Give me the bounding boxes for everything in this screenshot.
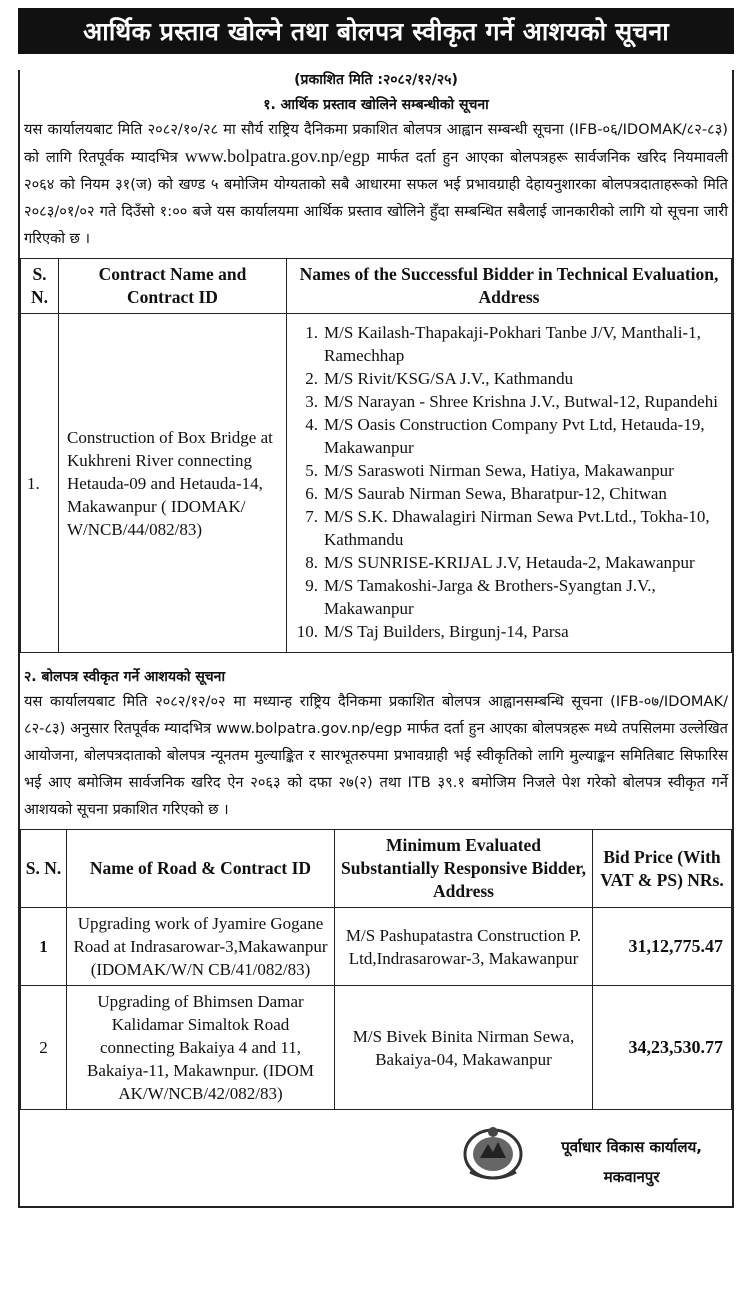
contract-name: Construction of Box Bridge at Kukhreni River connecting Hetauda-09 and Hetauda-14, Makawanpur ( IDOMAK/ W/NCB/44/082/83) — [59, 314, 287, 653]
section1-title: १. आर्थिक प्रस्ताव खोलिने सम्बन्धीको सूचना — [263, 97, 489, 113]
bidder-name: M/S SUNRISE-KRIJAL J.V, Hetauda-2, Makawanpur — [324, 553, 695, 572]
section2-paragraph: यस कार्यालयबाट मिति २०८२/१२/०२ मा मध्यान्ह राष्ट्रिय दैनिकमा प्रकाशित बोलपत्र आह्वानसम्बन्धि सूचना (IFB-०७/IDOMAK/८२-८३) अनुसार रितपूर्वक म्यादभित्र www.bolpatra.gov.np/egp मार्फत दर्ता हुन आएका बोलपत्रहरू मध्ये तपसिलमा उल्लेखित आयोजना, बोलपत्रदाताको बोलपत्र न्यूनतम मुल्याङ्कित र सारभूतरुपमा प्रभावग्राही भई स्वीकृतिको लागि मुल्याङ्कन समितिबाट सिफारिस भई आए बमोजिम सार्वजनिक खरिद ऐन २०६३ को दफा २७(२) तथा ITB ३९.१ बमोजिम निजले पेश गरेको बोलपत्र स्वीकृत गर्ने आशयको सूचना प्रकाशित गरिएको छ । — [24, 693, 728, 818]
bidder-name: M/S Rivit/KSG/SA J.V., Kathmandu — [324, 369, 574, 388]
bidder-name: M/S S.K. Dhawalagiri Nirman Sewa Pvt.Ltd., Tokha-10, Kathmandu — [324, 507, 710, 549]
section1-paragraph — [20, 116, 732, 252]
office-location: मकवानपुर — [603, 1168, 660, 1186]
bidder-number: 5. — [305, 461, 318, 480]
bidder-number: 8. — [305, 553, 318, 572]
bidder-name: M/S Pashupatastra Construction P. Ltd,Indrasarowar-3, Makawanpur — [335, 908, 593, 986]
road-name: Upgrading of Bhimsen Damar Kalidamar Simaltok Road connecting Bakaiya 4 and 11, Bakaiya-11, Makawnpur. (IDOM AK/W/NCB/42/082/83) — [67, 986, 335, 1110]
notice-footer — [20, 1110, 732, 1202]
bidder-name: M/S Tamakoshi-Jarga & Brothers-Syangtan J.V., Makawanpur — [324, 576, 656, 618]
bidder-name: M/S Kailash-Thapakaji-Pokhari Tanbe J/V, Manthali-1, Ramechhap — [324, 323, 701, 365]
table-header-row — [21, 830, 732, 908]
office-name: पूर्वाधार विकास कार्यालय, — [561, 1138, 702, 1156]
notice-frame — [18, 70, 734, 1208]
intent-award-table — [20, 829, 732, 1110]
section1-text-a: यस कार्यालयबाट मिति २०८२/१०/२८ मा सौर्य राष्ट्रिय दैनिकमा प्रकाशित बोलपत्र आह्वान सम्बन्धी सूचना (IFB-०६/IDOMAK/८२-८३) को लागि रितपूर्वक म्यादभित्र — [24, 121, 728, 166]
bidder-name: M/S Bivek Binita Nirman Sewa, Bakaiya-04, Makawanpur — [335, 986, 593, 1110]
list-item — [294, 413, 726, 459]
bidder-list-cell — [287, 314, 732, 653]
col-header-sn: S. N. — [21, 259, 59, 314]
bidder-number: 7. — [305, 507, 318, 526]
col-header-sn: S. N. — [21, 830, 67, 908]
col-header-road: Name of Road & Contract ID — [67, 830, 335, 908]
list-item — [294, 620, 726, 643]
bidder-number: 3. — [305, 392, 318, 411]
table-header-row — [21, 259, 732, 314]
list-item — [294, 321, 726, 367]
notice-title-band — [18, 8, 734, 54]
bidder-number: 9. — [305, 576, 318, 595]
bidder-number: 6. — [305, 484, 318, 503]
nepal-government-emblem-icon — [460, 1122, 526, 1182]
notice-title: आर्थिक प्रस्ताव खोल्ने तथा बोलपत्र स्वीकृत गर्ने आशयको सूचना — [83, 17, 669, 46]
list-item — [294, 367, 726, 390]
bidder-name: M/S Saraswoti Nirman Sewa, Hatiya, Makawanpur — [324, 461, 674, 480]
list-item — [294, 459, 726, 482]
col-header-bidder: Minimum Evaluated Substantially Responsive Bidder, Address — [335, 830, 593, 908]
list-item — [294, 574, 726, 620]
bidder-name: M/S Narayan - Shree Krishna J.V., Butwal-12, Rupandehi — [324, 392, 718, 411]
bidder-number: 10. — [296, 622, 318, 641]
list-item — [294, 551, 726, 574]
bidder-number: 2. — [305, 369, 318, 388]
row-sn: 2 — [21, 986, 67, 1110]
list-item — [294, 505, 726, 551]
bidder-name: M/S Taj Builders, Birgunj-14, Parsa — [324, 622, 569, 641]
row-sn: 1. — [21, 314, 59, 653]
bid-price: 31,12,775.47 — [593, 908, 732, 986]
section1-text-b: मार्फत दर्ता हुन आएका बोलपत्रहरू सार्वजनिक खरिद नियमावली २०६४ को नियम ३१(ज) को खण्ड ५ बमोजिम योग्यताको सबै आधारमा सफल भई प्रभावग्राही देहायनुशारका बोलपत्रदाताहरूको मिति २०८३/०१/०२ गते दिउँसो १:०० बजे यस कार्यालयमा आर्थिक प्रस्ताव खोलिने हुँदा सम्बन्धित सबैलाई जानकारीको लागि यो सूचना जारी गरिएको छ । — [24, 149, 728, 247]
bidder-list — [288, 315, 730, 651]
list-item — [294, 390, 726, 413]
col-header-contract: Contract Name and Contract ID — [59, 259, 287, 314]
published-date: (प्रकाशित मिति :२०८२/१२/२५) — [294, 72, 458, 88]
col-header-price: Bid Price (With VAT & PS) NRs. — [593, 830, 732, 908]
table-row — [21, 314, 732, 653]
technical-evaluation-table — [20, 258, 732, 653]
table-row — [21, 986, 732, 1110]
list-item — [294, 482, 726, 505]
bidder-number: 1. — [305, 323, 318, 342]
road-name: Upgrading work of Jyamire Gogane Road at Indrasarowar-3,Makawanpur (IDOMAK/W/N CB/41/082/83) — [67, 908, 335, 986]
col-header-bidders: Names of the Successful Bidder in Technical Evaluation, Address — [287, 259, 732, 314]
row-sn: 1 — [21, 908, 67, 986]
bolpatra-url: www.bolpatra.gov.np/egp — [184, 146, 370, 166]
bid-price: 34,23,530.77 — [593, 986, 732, 1110]
notice-page — [18, 0, 734, 1208]
table-row — [21, 908, 732, 986]
bidder-name: M/S Saurab Nirman Sewa, Bharatpur-12, Chitwan — [324, 484, 667, 503]
office-signature — [561, 1132, 702, 1192]
bidder-name: M/S Oasis Construction Company Pvt Ltd, Hetauda-19, Makawanpur — [324, 415, 705, 457]
bidder-number: 4. — [305, 415, 318, 434]
section2-title: २. बोलपत्र स्वीकृत गर्ने आशयको सूचना — [24, 669, 226, 685]
